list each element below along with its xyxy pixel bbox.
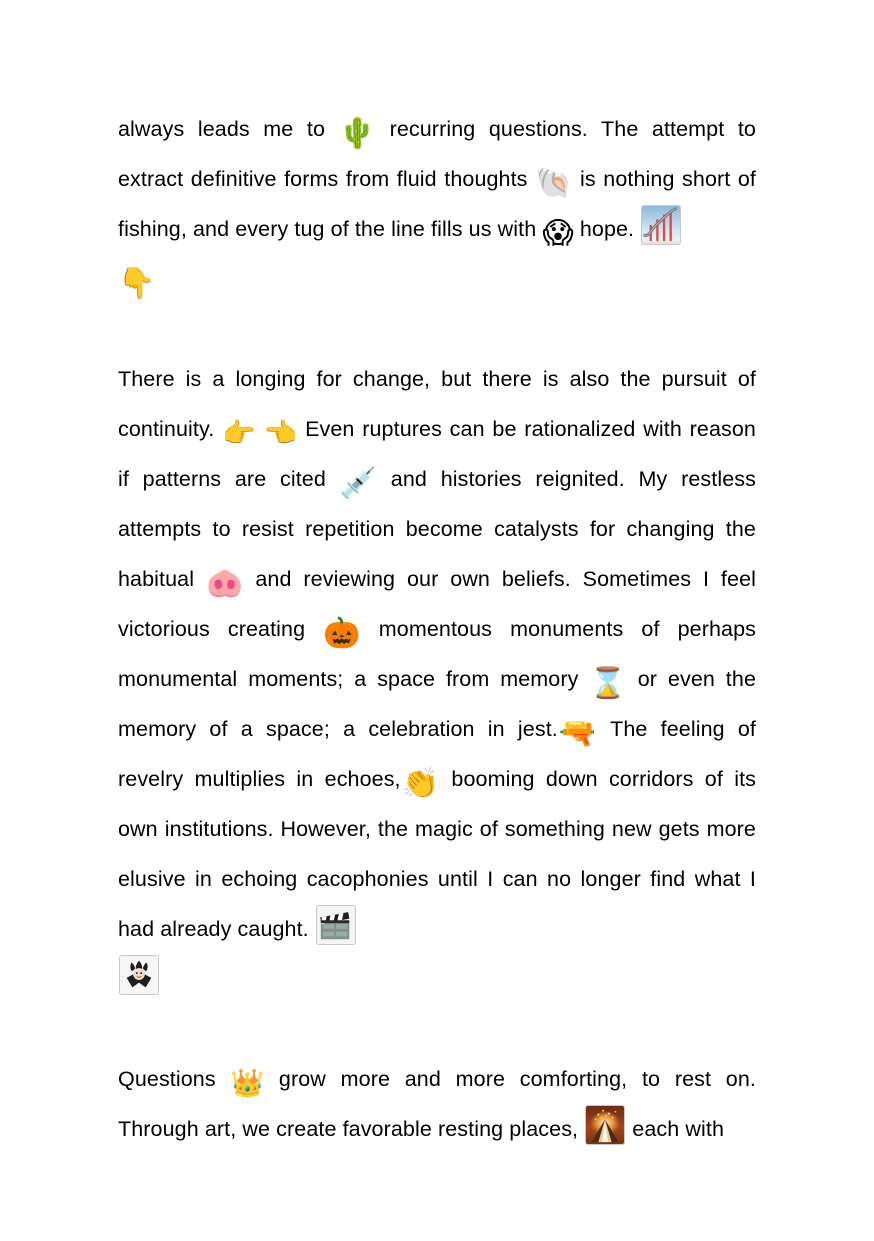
text-run: or even the memory of a space; a celebration in jest. xyxy=(118,667,756,741)
text-run: Questions xyxy=(118,1067,231,1091)
paragraph-2-orphan-line xyxy=(118,954,756,1004)
text-run: always leads me to xyxy=(118,117,339,141)
text-run: booming down corridors of its own institutions. However, the magic of something new gets more elusive in echoing cacophonies until I can no longer find what I had already caught. xyxy=(118,767,756,941)
text-run: Even ruptures can be rationalized with reason if patterns are cited xyxy=(118,417,756,491)
text-run xyxy=(256,417,264,441)
text-run: is nothing short of fishing, and every tug of the line fills us with xyxy=(118,167,756,241)
hourglass-done-emoji: ⌛ xyxy=(589,665,627,701)
document-body xyxy=(118,104,756,1154)
paragraph-1 xyxy=(118,104,756,354)
text-run: and reviewing our own beliefs. Sometimes I feel victorious creating xyxy=(118,567,756,641)
text-run: momentous monuments of perhaps monumental moments; a space from memory xyxy=(118,617,756,691)
backhand-index-pointing-left-emoji: 👈 xyxy=(263,417,298,449)
backhand-index-pointing-right-emoji: 👉 xyxy=(222,417,256,449)
paragraph-3 xyxy=(118,1054,756,1154)
text-run: and histories reignited. My restless attempts to resist repetition become catalysts for changing the habitual xyxy=(118,467,756,591)
crown-emoji: 👑 xyxy=(230,1067,265,1099)
syringe-emoji: 💉 xyxy=(339,465,378,501)
backhand-index-pointing-down-emoji: 👇 xyxy=(118,265,156,301)
text-run: hope. xyxy=(573,217,641,241)
text-run: recurring questions. The attempt to extract definitive forms from fluid thoughts xyxy=(118,117,756,191)
pig-nose-emoji: 🐽 xyxy=(206,565,244,601)
text-run: each with xyxy=(626,1117,725,1141)
volcano-icon xyxy=(585,1105,625,1145)
clapper-board-icon xyxy=(316,905,356,945)
text-run: The feeling of revelry multiplies in echoes, xyxy=(118,717,756,791)
clapping-hands-emoji: 👏 xyxy=(401,765,440,801)
jack-o-lantern-emoji: 🎃 xyxy=(323,615,361,651)
spiral-shell-emoji: 🐚 xyxy=(535,165,573,201)
pistol-emoji: 🔫 xyxy=(558,715,597,751)
cactus-emoji: 🌵 xyxy=(338,115,377,151)
joker-icon xyxy=(119,955,159,995)
roller-coaster-icon xyxy=(641,205,681,245)
paragraph-1-orphan-line xyxy=(118,254,756,304)
face-screaming-in-fear-emoji: 😱 xyxy=(542,215,574,251)
text-run: grow more and more comforting, to rest on. Through art, we create favorable resting places, xyxy=(118,1067,756,1141)
text-run: There is a longing for change, but there is also the pursuit of continuity. xyxy=(118,367,756,441)
paragraph-2 xyxy=(118,354,756,1054)
